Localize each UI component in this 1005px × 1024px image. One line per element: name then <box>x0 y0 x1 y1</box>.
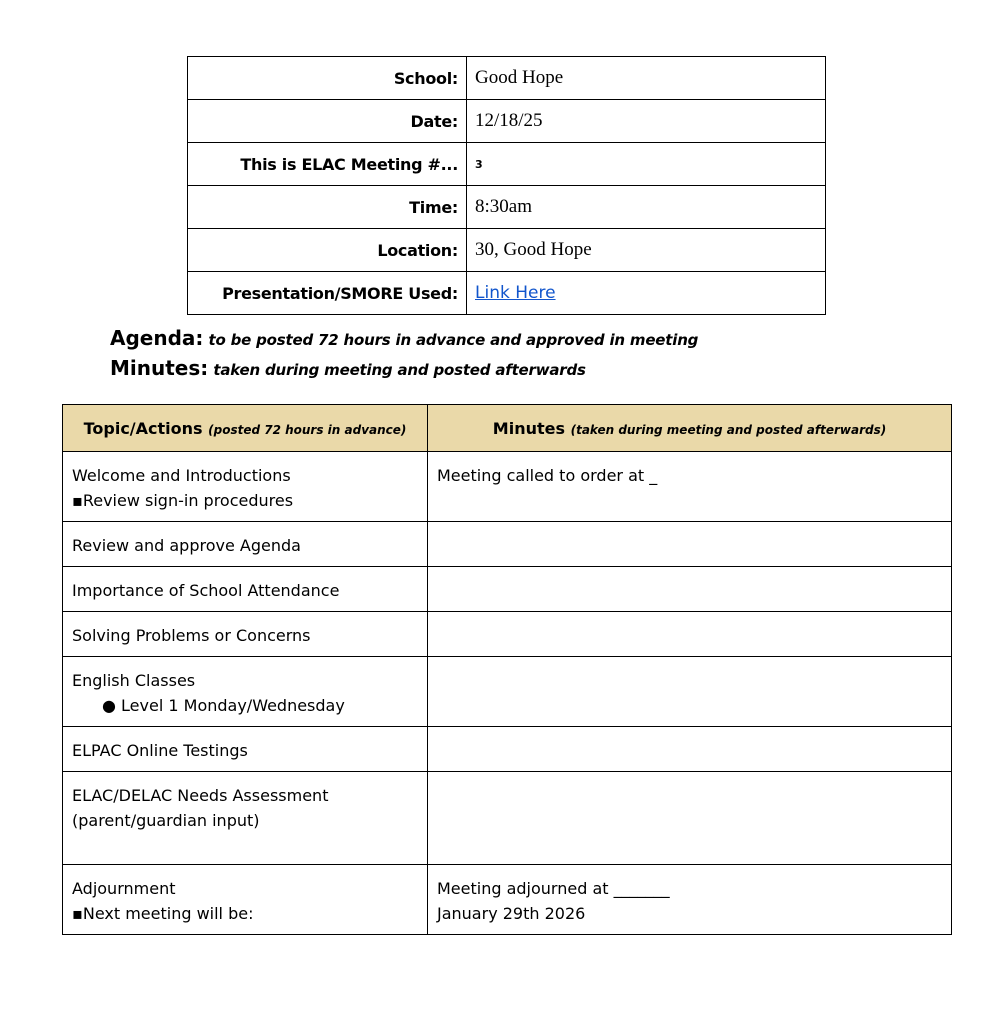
topic-text: English Classes <box>72 671 196 690</box>
table-row <box>63 522 952 567</box>
topic-cell <box>63 522 428 567</box>
minutes-cell[interactable] <box>428 865 952 935</box>
agenda-label: Agenda: <box>110 326 204 350</box>
next-meeting-date: January 29th 2026 <box>437 904 586 923</box>
table-row <box>63 772 952 865</box>
info-row-time <box>188 186 826 229</box>
info-row-location <box>188 229 826 272</box>
agenda-note: to be posted 72 hours in advance and approved in meeting <box>208 331 699 349</box>
table-row <box>63 612 952 657</box>
agenda-table-header <box>63 405 952 452</box>
table-row <box>63 567 952 612</box>
topic-bullet: ● Level 1 Monday/Wednesday <box>102 696 345 715</box>
topic-text: ELAC/DELAC Needs Assessment <box>72 786 329 805</box>
minutes-label: Minutes: <box>110 356 209 380</box>
school-value: Good Hope <box>467 57 826 100</box>
location-label: Location: <box>188 229 467 272</box>
topic-column-note: (posted 72 hours in advance) <box>208 422 407 437</box>
topic-column-title: Topic/Actions <box>83 418 203 438</box>
info-row-presentation <box>188 272 826 315</box>
minutes-cell[interactable] <box>428 727 952 772</box>
info-row-meeting-number <box>188 143 826 186</box>
minutes-column-header <box>428 405 952 452</box>
topic-text: Solving Problems or Concerns <box>72 626 311 645</box>
minutes-cell[interactable] <box>428 452 952 522</box>
minutes-cell[interactable] <box>428 612 952 657</box>
table-row <box>63 657 952 727</box>
topic-subtext: (parent/guardian input) <box>72 811 260 830</box>
topic-text: Importance of School Attendance <box>72 581 340 600</box>
topic-cell <box>63 772 428 865</box>
location-value: 30, Good Hope <box>467 229 826 272</box>
minutes-cell[interactable] <box>428 657 952 727</box>
topic-cell <box>63 865 428 935</box>
agenda-table <box>62 404 952 935</box>
presentation-link[interactable]: Link Here <box>475 283 556 303</box>
minutes-cell[interactable] <box>428 772 952 865</box>
table-row <box>63 865 952 935</box>
meeting-number-label: This is ELAC Meeting #... <box>188 143 467 186</box>
topic-cell <box>63 567 428 612</box>
table-row <box>63 452 952 522</box>
minutes-note: taken during meeting and posted afterwards <box>213 361 586 379</box>
minutes-text: Meeting adjourned at _______ <box>437 879 670 898</box>
minutes-column-note: (taken during meeting and posted afterwards) <box>570 422 887 437</box>
time-label: Time: <box>188 186 467 229</box>
minutes-column-title: Minutes <box>492 418 566 438</box>
time-value: 8:30am <box>467 186 826 229</box>
topic-subtext: ▪Review sign-in procedures <box>72 491 294 510</box>
topic-text: Review and approve Agenda <box>72 536 301 555</box>
info-row-school <box>188 57 826 100</box>
topic-cell <box>63 727 428 772</box>
minutes-heading <box>110 356 586 380</box>
table-row <box>63 727 952 772</box>
topic-text: Welcome and Introductions <box>72 466 291 485</box>
topic-subtext: ▪Next meeting will be: <box>72 904 254 923</box>
topic-text: ELPAC Online Testings <box>72 741 248 760</box>
topic-cell <box>63 452 428 522</box>
meeting-number-value: 3 <box>467 143 826 186</box>
topic-text: Adjournment <box>72 879 176 898</box>
agenda-heading <box>110 326 698 350</box>
presentation-cell <box>467 272 826 315</box>
minutes-cell[interactable] <box>428 522 952 567</box>
topic-column-header <box>63 405 428 452</box>
school-label: School: <box>188 57 467 100</box>
presentation-label: Presentation/SMORE Used: <box>188 272 467 315</box>
topic-cell <box>63 612 428 657</box>
topic-cell <box>63 657 428 727</box>
minutes-text: Meeting called to order at _ <box>437 466 658 485</box>
minutes-cell[interactable] <box>428 567 952 612</box>
info-row-date <box>188 100 826 143</box>
date-label: Date: <box>188 100 467 143</box>
date-value: 12/18/25 <box>467 100 826 143</box>
meeting-info-table <box>187 56 826 315</box>
